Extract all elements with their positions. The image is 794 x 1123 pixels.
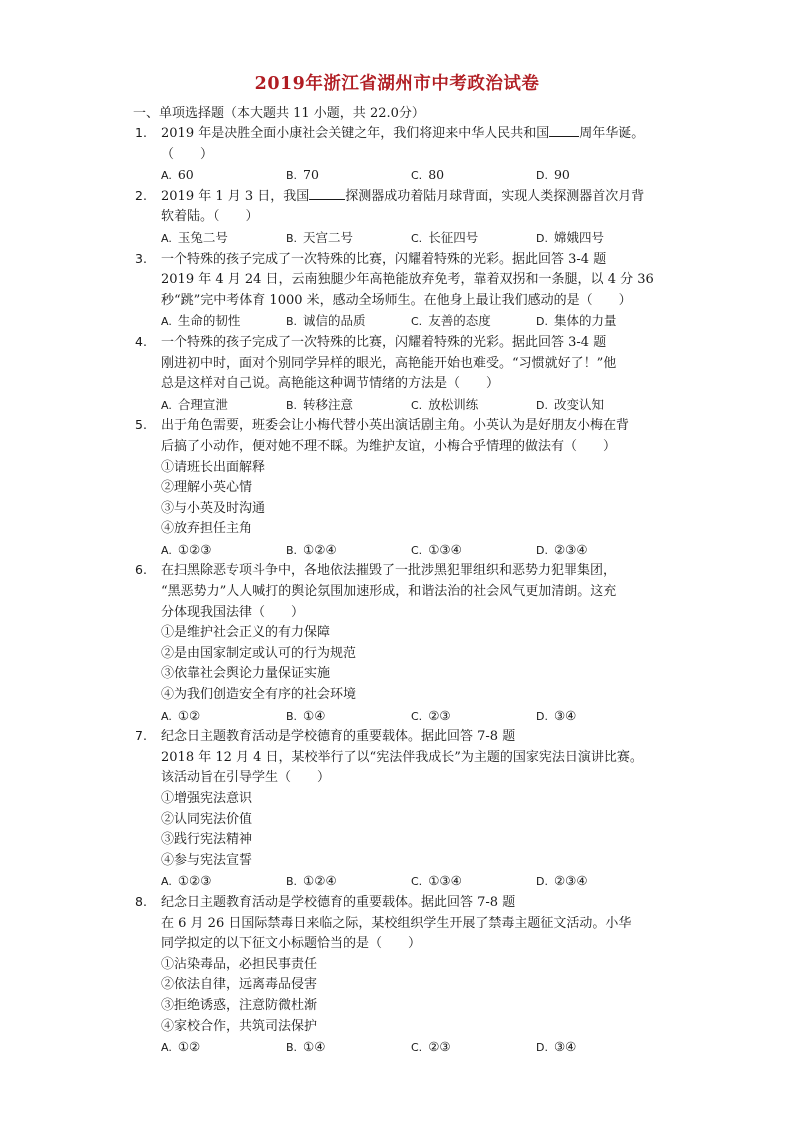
- option-label: A.: [161, 709, 172, 723]
- answer-options: [161, 228, 661, 250]
- question-text-line: （ ）: [161, 146, 214, 162]
- option-label: A.: [161, 1041, 172, 1055]
- answer-options: [161, 871, 661, 893]
- question-1: [135, 124, 661, 187]
- option-a: [161, 540, 286, 562]
- option-text: 放松训练: [428, 396, 479, 412]
- option-text: ②③: [428, 1039, 451, 1055]
- section-heading: 一、单项选择题（本大题共 11 小题，共 22.0分）: [133, 106, 425, 121]
- option-a: [161, 1037, 286, 1059]
- option-text: ②③④: [553, 873, 588, 889]
- question-3: [135, 250, 661, 333]
- option-label: C.: [411, 315, 423, 329]
- question-8: [135, 893, 661, 1059]
- question-text-line: ②是由国家制定或认可的行为规范: [161, 645, 357, 661]
- question-text-line: ④参与宪法宣誓: [161, 852, 253, 868]
- option-text: 转移注意: [303, 396, 354, 412]
- option-text: 嫦娥四号: [553, 229, 604, 245]
- question-text-line: 软着陆。（ ）: [161, 209, 259, 225]
- option-b: [286, 165, 411, 187]
- option-a: [161, 706, 286, 728]
- option-a: [161, 311, 286, 333]
- option-label: D.: [536, 315, 548, 329]
- question-text-line: 纪念日主题教育活动是学校德育的重要载体。据此回答 7-8 题: [161, 729, 516, 745]
- option-text: ①③④: [428, 541, 462, 557]
- question-text-line: ③与小英及时沟通: [161, 500, 266, 516]
- question-text-line: ①是维护社会正义的有力保障: [161, 625, 331, 641]
- option-text: ①②: [177, 707, 201, 723]
- question-text-line: 出于角色需要，班委会让小梅代替小英出演话剧主角。小英认为是好朋友小梅在背: [161, 418, 630, 434]
- option-b: [286, 706, 411, 728]
- option-label: A.: [161, 398, 172, 412]
- question-text-line: ④放弃担任主角: [161, 521, 253, 537]
- answer-options: [161, 706, 661, 728]
- option-label: D.: [536, 1041, 548, 1055]
- question-text-line: ④为我们创造安全有序的社会环境: [161, 687, 357, 703]
- option-b: [286, 871, 411, 893]
- option-text: 集体的力量: [553, 313, 617, 329]
- question-number: 5.: [135, 417, 147, 433]
- option-a: [161, 165, 286, 187]
- question-text-line: 总是这样对自己说。高艳能这种调节情绪的方法是（ ）: [161, 376, 500, 392]
- answer-options: [161, 395, 661, 417]
- option-label: B.: [286, 169, 298, 183]
- question-text-line: ①沾染毒品，必担民事责任: [161, 956, 318, 972]
- question-7: [135, 727, 661, 893]
- question-text-line: “黑恶势力”人人喊打的舆论氛围加速形成，和谐法治的社会风气更加清朗。这充: [161, 584, 617, 600]
- option-label: C.: [411, 875, 423, 889]
- option-text: ①②④: [303, 873, 337, 889]
- question-text: 2019 年是决胜全面小康社会关键之年，我们将迎来中华人民共和国: [161, 126, 550, 141]
- question-number: 7.: [135, 728, 147, 744]
- question-text-line: ②认同宪法价值: [161, 811, 253, 827]
- option-text: ①②④: [303, 541, 337, 557]
- option-text: 天宫二号: [303, 229, 354, 245]
- option-text: ②③: [428, 707, 451, 723]
- option-d: [536, 1037, 661, 1059]
- option-label: C.: [411, 169, 423, 183]
- option-c: [411, 706, 536, 728]
- option-text: 长征四号: [428, 229, 479, 245]
- question-text-line: 同学拟定的以下征文小标题恰当的是（ ）: [161, 936, 422, 952]
- option-label: A.: [161, 875, 172, 889]
- option-label: C.: [411, 543, 423, 557]
- option-label: C.: [411, 1041, 423, 1055]
- question-text-line: ④家校合作，共筑司法保护: [161, 1018, 318, 1034]
- answer-options: [161, 1037, 661, 1059]
- question-number: 4.: [135, 333, 147, 349]
- question-number: 3.: [135, 250, 147, 266]
- question-number: 2.: [135, 187, 147, 203]
- option-d: [536, 540, 661, 562]
- option-text: ①②③: [177, 873, 212, 889]
- option-c: [411, 540, 536, 562]
- answer-blank: [549, 124, 579, 137]
- option-text: 合理宣泄: [177, 396, 228, 412]
- question-text-line: 2018 年 12 月 4 日，某校举行了以“宪法伴我成长”为主题的国家宪法日演讲比赛。: [161, 749, 643, 765]
- question-text-line: ③践行宪法精神: [161, 832, 253, 848]
- option-text: 70: [303, 167, 319, 183]
- option-label: D.: [536, 169, 548, 183]
- answer-options: [161, 165, 661, 187]
- option-d: [536, 228, 661, 250]
- option-text: 90: [553, 167, 570, 183]
- option-a: [161, 871, 286, 893]
- option-text: 友善的态度: [428, 313, 491, 329]
- option-text: 60: [177, 167, 194, 183]
- question-text-line: ①增强宪法意识: [161, 791, 253, 806]
- option-a: [161, 228, 286, 250]
- question-5: [135, 416, 661, 561]
- option-a: [161, 395, 286, 417]
- option-label: D.: [536, 875, 548, 889]
- option-label: D.: [536, 398, 548, 412]
- option-text: ①④: [303, 707, 326, 723]
- question-text-line: 纪念日主题教育活动是学校德育的重要载体。据此回答 7-8 题: [161, 894, 516, 910]
- question-text-line: 一个特殊的孩子完成了一次特殊的比赛，闪耀着特殊的光彩。据此回答 3-4 题: [161, 334, 607, 350]
- option-d: [536, 395, 661, 417]
- option-label: B.: [286, 231, 298, 245]
- question-text-line: ③拒绝诱惑，注意防微杜渐: [161, 997, 318, 1013]
- option-d: [536, 871, 661, 893]
- option-label: B.: [286, 543, 298, 557]
- option-text: ①③④: [428, 873, 462, 889]
- question-text-line: 在扫黑除恶专项斗争中，各地依法摧毁了一批涉黑犯罪组织和恶势力犯罪集团，: [161, 563, 617, 579]
- question-text-line: 该活动旨在引导学生（ ）: [161, 770, 331, 786]
- question-text: 探测器成功着陆月球背面，实现人类探测器首次月背: [345, 188, 645, 204]
- option-text: ①④: [303, 1039, 326, 1055]
- question-list: [0, 124, 794, 1059]
- option-label: A.: [161, 315, 172, 329]
- question-text-line: ③依靠社会舆论力量保证实施: [161, 666, 331, 682]
- question-text-line: [161, 187, 661, 208]
- option-label: C.: [411, 709, 423, 723]
- answer-options: [161, 540, 661, 562]
- question-2: [135, 187, 661, 250]
- question-number: 8.: [135, 893, 147, 909]
- question-text-line: ①请班长出面解释: [161, 459, 266, 475]
- option-b: [286, 228, 411, 250]
- option-d: [536, 165, 661, 187]
- option-label: B.: [286, 875, 298, 889]
- option-label: A.: [161, 169, 172, 183]
- option-label: D.: [536, 543, 548, 557]
- option-label: C.: [411, 398, 423, 412]
- option-label: B.: [286, 315, 298, 329]
- option-b: [286, 540, 411, 562]
- option-text: 玉兔二号: [177, 229, 228, 245]
- option-text: ①②③: [177, 541, 212, 557]
- option-label: C.: [411, 231, 423, 245]
- option-text: 生命的韧性: [177, 313, 241, 329]
- option-text: 改变认知: [553, 396, 604, 412]
- option-label: A.: [161, 231, 172, 245]
- question-4: [135, 333, 661, 416]
- question-text: 2019 年 1 月 3 日，我国: [161, 188, 310, 204]
- question-text-line: 刚进初中时，面对个别同学异样的眼光，高艳能开始也难受。“习惯就好了！”他: [161, 355, 617, 371]
- question-text: 周年华诞。: [579, 126, 645, 141]
- question-text-line: 后搞了小动作，便对她不理不睬。为维护友谊，小梅合乎情理的做法有（ ）: [161, 438, 617, 454]
- option-c: [411, 871, 536, 893]
- option-c: [411, 311, 536, 333]
- option-d: [536, 706, 661, 728]
- option-label: A.: [161, 543, 172, 557]
- option-b: [286, 1037, 411, 1059]
- option-label: D.: [536, 709, 548, 723]
- question-text-line: 秒“跳”完中考体育 1000 米，感动全场师生。在他身上最让我们感动的是（ ）: [161, 292, 632, 308]
- option-c: [411, 165, 536, 187]
- option-c: [411, 228, 536, 250]
- answer-blank: [309, 187, 345, 200]
- option-c: [411, 1037, 536, 1059]
- answer-options: [161, 311, 661, 333]
- question-text-line: ②理解小英心情: [161, 480, 253, 496]
- question-number: 6.: [135, 562, 147, 578]
- option-label: D.: [536, 231, 548, 245]
- question-text-line: [161, 124, 661, 145]
- option-text: ②③④: [553, 541, 588, 557]
- question-number: 1.: [135, 125, 147, 140]
- option-text: ③④: [553, 707, 577, 723]
- option-label: B.: [286, 709, 298, 723]
- option-b: [286, 395, 411, 417]
- option-text: 诚信的品质: [303, 313, 366, 329]
- option-b: [286, 311, 411, 333]
- question-text-line: ②依法自律，远离毒品侵害: [161, 977, 318, 993]
- option-label: B.: [286, 398, 298, 412]
- option-d: [536, 311, 661, 333]
- option-label: B.: [286, 1041, 298, 1055]
- question-6: [135, 561, 661, 727]
- question-text-line: 在 6 月 26 日国际禁毒日来临之际，某校组织学生开展了禁毒主题征文活动。小华: [161, 915, 632, 931]
- option-c: [411, 395, 536, 417]
- option-text: 80: [428, 167, 445, 183]
- option-text: ③④: [553, 1039, 577, 1055]
- page-title: 2019年浙江省湖州市中考政治试卷: [254, 74, 540, 94]
- option-text: ①②: [177, 1039, 201, 1055]
- question-text-line: 分体现我国法律（ ）: [161, 604, 305, 620]
- question-text-line: 一个特殊的孩子完成了一次特殊的比赛，闪耀着特殊的光彩。据此回答 3-4 题: [161, 251, 607, 267]
- question-text-line: 2019 年 4 月 24 日，云南独腿少年高艳能放弃免考，靠着双拐和一条腿，以 4 分 36: [161, 272, 654, 288]
